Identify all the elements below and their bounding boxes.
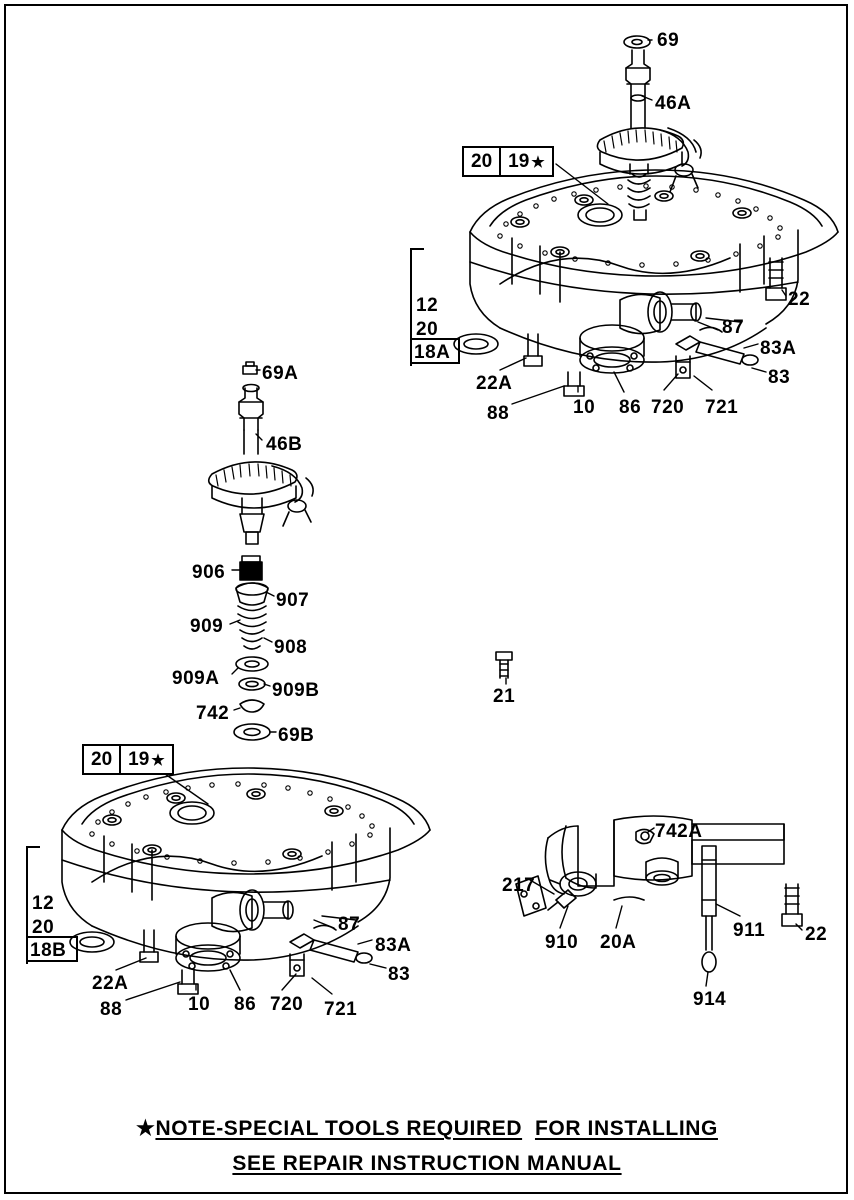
callout-83-top: 83	[768, 367, 791, 388]
box-cell-19-top	[499, 148, 552, 175]
note-line-1b-text: FOR INSTALLING	[534, 1117, 718, 1140]
callout-10-bottom: 10	[188, 994, 211, 1015]
callout-83A-bottom: 83A	[375, 935, 412, 956]
star-icon-bottom: ★	[151, 751, 165, 769]
callout-906: 906	[192, 562, 226, 583]
callout-87-bottom: 87	[338, 914, 361, 935]
callout-742: 742	[196, 703, 230, 724]
callout-86-top: 86	[619, 397, 642, 418]
callout-909: 909	[190, 616, 224, 637]
callout-12-top: 12	[416, 295, 439, 316]
page-border	[4, 4, 848, 1194]
callout-20A: 20A	[600, 932, 637, 953]
callout-12-bottom: 12	[32, 893, 55, 914]
box-cell-20-bottom: 20	[91, 748, 113, 770]
callout-22-right: 22	[805, 924, 828, 945]
callout-46A: 46A	[655, 93, 692, 114]
callout-20-bottom: 20	[32, 917, 55, 938]
callout-69: 69	[657, 30, 680, 51]
callout-721-bottom: 721	[324, 999, 358, 1020]
boxed-group-top	[462, 146, 554, 177]
note-line-1	[0, 1116, 854, 1141]
callout-911: 911	[733, 920, 766, 941]
callout-217: 217	[502, 875, 536, 896]
callout-721-top: 721	[705, 397, 739, 418]
callout-83-bottom: 83	[388, 964, 411, 985]
note-line-2	[0, 1152, 854, 1176]
callout-907: 907	[276, 590, 310, 611]
box-cell-19-top-text: 19	[508, 150, 530, 172]
callout-69A: 69A	[262, 363, 299, 384]
box-cell-19-bottom-text: 19	[128, 748, 150, 770]
note-line-1-text: NOTE-SPECIAL TOOLS REQUIRED	[155, 1117, 523, 1140]
callout-720-top: 720	[651, 397, 685, 418]
callout-909B: 909B	[272, 680, 320, 701]
callout-88-top: 88	[487, 403, 510, 424]
callout-908: 908	[274, 637, 308, 658]
note-star-icon: ★	[136, 1117, 156, 1140]
callout-22-top: 22	[788, 289, 811, 310]
callout-22A-bottom: 22A	[92, 973, 129, 994]
box-cell-19-bottom	[119, 746, 172, 773]
callout-88-bottom: 88	[100, 999, 123, 1020]
callout-720-bottom: 720	[270, 994, 304, 1015]
boxed-group-bottom	[82, 744, 174, 775]
callout-742A: 742A	[655, 821, 703, 842]
callout-83A-top: 83A	[760, 338, 797, 359]
callout-86-bottom: 86	[234, 994, 257, 1015]
callout-22A-top: 22A	[476, 373, 513, 394]
callout-909A: 909A	[172, 668, 220, 689]
callout-21: 21	[493, 686, 516, 707]
callout-10-top: 10	[573, 397, 596, 418]
callout-910: 910	[545, 932, 579, 953]
callout-87-top: 87	[722, 317, 745, 338]
callout-18A: 18A	[414, 342, 451, 363]
box-cell-20-top: 20	[471, 150, 493, 172]
note-line-2-text: SEE REPAIR INSTRUCTION MANUAL	[232, 1152, 622, 1175]
callout-914: 914	[693, 989, 727, 1010]
callout-46B: 46B	[266, 434, 303, 455]
callout-20-top: 20	[416, 319, 439, 340]
callout-69B: 69B	[278, 725, 315, 746]
callout-18B: 18B	[30, 940, 67, 961]
star-icon-top: ★	[531, 153, 545, 171]
